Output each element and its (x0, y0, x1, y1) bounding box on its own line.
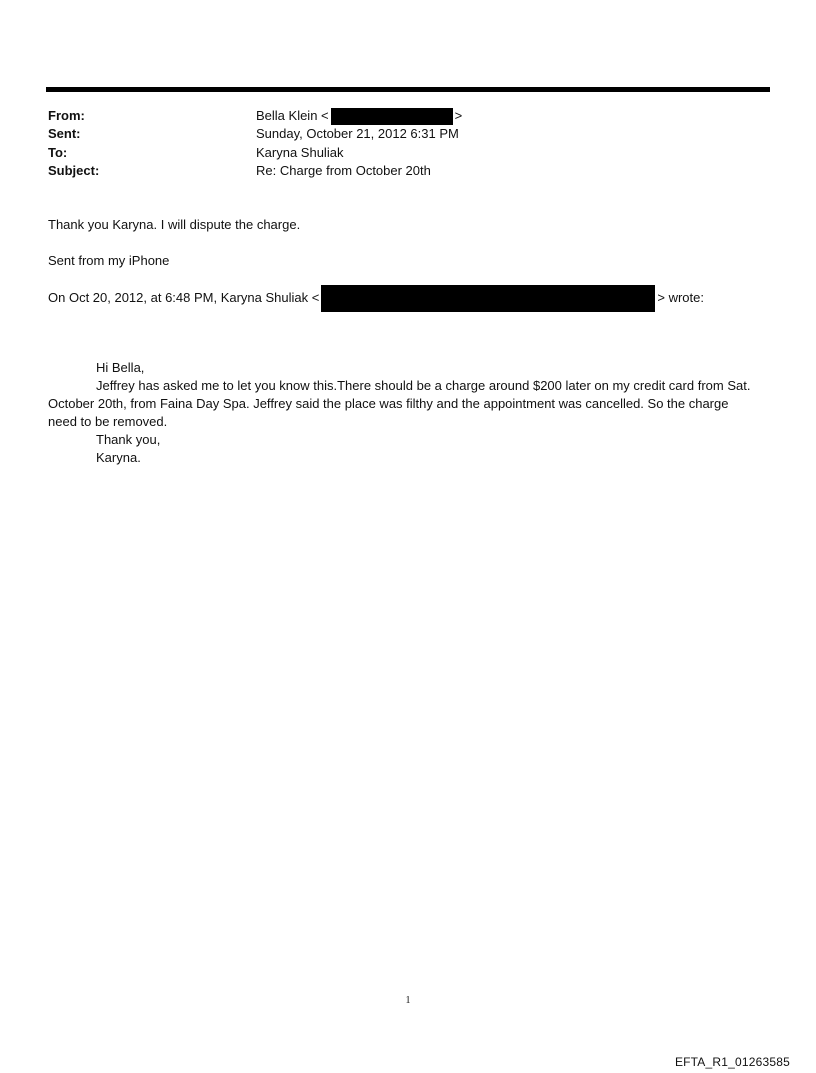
subject-row (48, 162, 768, 180)
quote-intro-before: On Oct 20, 2012, at 6:48 PM, Karyna Shuliak < (48, 289, 320, 305)
reply-text: Thank you Karyna. I will dispute the charge. (48, 217, 301, 232)
quote-intro (48, 284, 704, 311)
from-label: From: (48, 108, 85, 123)
quoted-name: Karyna. (96, 450, 141, 465)
document-id: EFTA_R1_01263585 (674, 1055, 790, 1069)
sent-value: Sunday, October 21, 2012 6:31 PM (256, 126, 459, 142)
quoted-paragraph: Jeffrey has asked me to let you know this.There should be a charge around $200 later on my credit card from Sat. October 20th, from Faina Day Spa. Jeffrey said the place was filthy and the appointment was cancelled. So the charge need to be removed. (48, 378, 751, 429)
header-divider (46, 87, 770, 92)
subject-label: Subject: (48, 162, 100, 178)
subject-value: Re: Charge from October 20th (256, 162, 431, 178)
to-row (48, 144, 768, 162)
quote-intro-after: > wrote: (657, 289, 704, 305)
from-row (48, 107, 768, 125)
signature-text: Sent from my iPhone (48, 253, 170, 268)
to-label: To: (48, 144, 68, 160)
email-header (48, 107, 768, 180)
redaction-box (321, 285, 655, 312)
from-name: Bella Klein < (256, 108, 329, 123)
quoted-closing: Thank you, (96, 432, 161, 447)
to-value: Karyna Shuliak (256, 144, 344, 160)
quoted-greeting: Hi Bella, (96, 360, 145, 375)
from-close: > (454, 108, 463, 123)
sent-row (48, 125, 768, 143)
quoted-message (48, 359, 756, 467)
from-value (256, 107, 462, 125)
redaction-box (331, 108, 453, 125)
page-number: 1 (405, 995, 411, 1006)
sent-label: Sent: (48, 126, 81, 142)
